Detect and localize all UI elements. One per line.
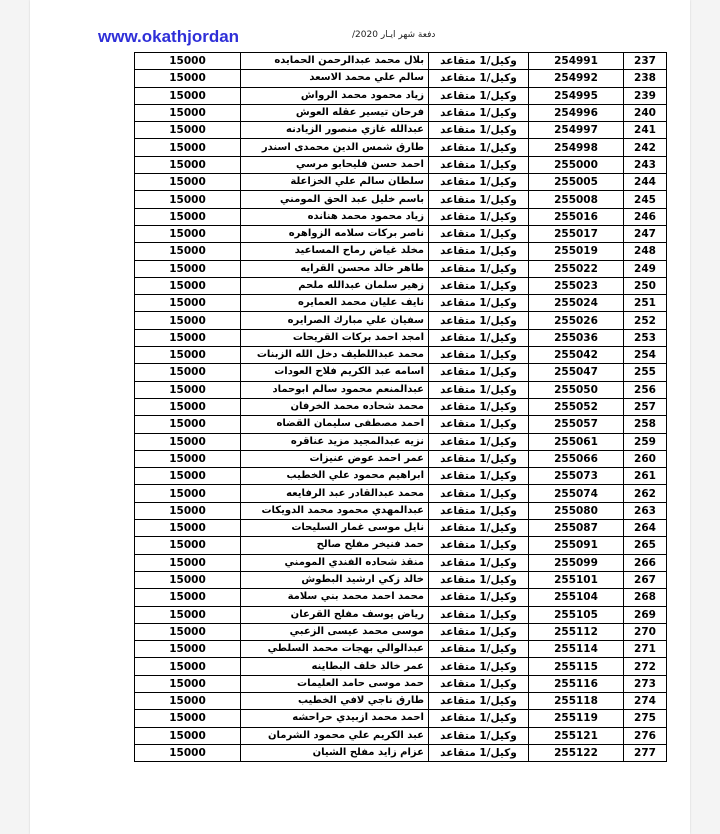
amount-cell: 15000 <box>135 675 241 692</box>
amount-cell: 15000 <box>135 104 241 121</box>
sequence-cell: 259 <box>624 433 667 450</box>
table-row <box>135 692 667 709</box>
sequence-cell: 252 <box>624 312 667 329</box>
table-row <box>135 156 667 173</box>
table-row <box>135 347 667 364</box>
name-cell: محمد عبداللطيف دخل الله الزبنات <box>241 347 429 364</box>
table-row <box>135 485 667 502</box>
military-number-cell: 255026 <box>529 312 624 329</box>
table-row <box>135 398 667 415</box>
sequence-cell: 237 <box>624 53 667 70</box>
table-row <box>135 122 667 139</box>
military-number-cell: 255066 <box>529 450 624 467</box>
table-row <box>135 606 667 623</box>
amount-cell: 15000 <box>135 502 241 519</box>
name-cell: طارق شمس الدين محمدى اسندر <box>241 139 429 156</box>
sequence-cell: 245 <box>624 191 667 208</box>
rank-cell: وكيل/1 متقاعد <box>429 675 529 692</box>
table-row <box>135 416 667 433</box>
amount-cell: 15000 <box>135 295 241 312</box>
amount-cell: 15000 <box>135 243 241 260</box>
table-row <box>135 208 667 225</box>
rank-cell: وكيل/1 متقاعد <box>429 381 529 398</box>
rank-cell: وكيل/1 متقاعد <box>429 347 529 364</box>
name-cell: عزام زايد مفلح الشيان <box>241 744 429 761</box>
rank-cell: وكيل/1 متقاعد <box>429 692 529 709</box>
table-row <box>135 191 667 208</box>
rank-cell: وكيل/1 متقاعد <box>429 744 529 761</box>
table-row <box>135 243 667 260</box>
name-cell: نزيه عبدالمجيد مزيد عناقره <box>241 433 429 450</box>
rank-cell: وكيل/1 متقاعد <box>429 174 529 191</box>
military-number-cell: 255016 <box>529 208 624 225</box>
table-row <box>135 174 667 191</box>
table-row <box>135 312 667 329</box>
military-number-cell: 255061 <box>529 433 624 450</box>
name-cell: باسم خليل عبد الحق المومني <box>241 191 429 208</box>
rank-cell: وكيل/1 متقاعد <box>429 243 529 260</box>
name-cell: احمد مصطفى سليمان القضاه <box>241 416 429 433</box>
name-cell: محمد احمد محمد بني سلامة <box>241 589 429 606</box>
rank-cell: وكيل/1 متقاعد <box>429 554 529 571</box>
sequence-cell: 243 <box>624 156 667 173</box>
table-row <box>135 727 667 744</box>
page-title: دفعة شهر ايـار 2020/ <box>352 30 436 40</box>
name-cell: فرحان تيسير عقله العوش <box>241 104 429 121</box>
amount-cell: 15000 <box>135 329 241 346</box>
name-cell: نايل موسى غمار السليحات <box>241 520 429 537</box>
amount-cell: 15000 <box>135 537 241 554</box>
military-number-cell: 255042 <box>529 347 624 364</box>
military-number-cell: 255080 <box>529 502 624 519</box>
rank-cell: وكيل/1 متقاعد <box>429 364 529 381</box>
name-cell: محمد عبدالقادر عبد الرفايعه <box>241 485 429 502</box>
military-number-cell: 255047 <box>529 364 624 381</box>
table-row <box>135 554 667 571</box>
name-cell: ناصر بركات سلامه الزواهره <box>241 225 429 242</box>
amount-cell: 15000 <box>135 312 241 329</box>
rank-cell: وكيل/1 متقاعد <box>429 468 529 485</box>
rank-cell: وكيل/1 متقاعد <box>429 416 529 433</box>
sequence-cell: 258 <box>624 416 667 433</box>
military-number-cell: 255087 <box>529 520 624 537</box>
table-row <box>135 658 667 675</box>
rank-cell: وكيل/1 متقاعد <box>429 658 529 675</box>
rank-cell: وكيل/1 متقاعد <box>429 104 529 121</box>
name-cell: موسى محمد عيسى الزعبي <box>241 623 429 640</box>
table-row <box>135 329 667 346</box>
sequence-cell: 250 <box>624 277 667 294</box>
military-number-cell: 255118 <box>529 692 624 709</box>
sequence-cell: 247 <box>624 225 667 242</box>
military-number-cell: 255121 <box>529 727 624 744</box>
rank-cell: وكيل/1 متقاعد <box>429 277 529 294</box>
sequence-cell: 268 <box>624 589 667 606</box>
table-row <box>135 710 667 727</box>
name-cell: طاهر خالد محسن القرايه <box>241 260 429 277</box>
name-cell: عمر خالد خلف البطاينه <box>241 658 429 675</box>
rank-cell: وكيل/1 متقاعد <box>429 641 529 658</box>
military-number-cell: 254996 <box>529 104 624 121</box>
military-number-cell: 255105 <box>529 606 624 623</box>
sequence-cell: 242 <box>624 139 667 156</box>
rank-cell: وكيل/1 متقاعد <box>429 450 529 467</box>
name-cell: زياد محمود محمد الرواش <box>241 87 429 104</box>
name-cell: منقذ شحاده الفندي المومني <box>241 554 429 571</box>
sequence-cell: 276 <box>624 727 667 744</box>
roster-body <box>135 53 667 762</box>
amount-cell: 15000 <box>135 347 241 364</box>
name-cell: ابراهيم محمود علي الخطيب <box>241 468 429 485</box>
amount-cell: 15000 <box>135 53 241 70</box>
sequence-cell: 275 <box>624 710 667 727</box>
sequence-cell: 262 <box>624 485 667 502</box>
name-cell: احمد حسن فليحابو مرسي <box>241 156 429 173</box>
rank-cell: وكيل/1 متقاعد <box>429 191 529 208</box>
military-number-cell: 254991 <box>529 53 624 70</box>
amount-cell: 15000 <box>135 225 241 242</box>
amount-cell: 15000 <box>135 554 241 571</box>
rank-cell: وكيل/1 متقاعد <box>429 208 529 225</box>
sequence-cell: 255 <box>624 364 667 381</box>
sequence-cell: 271 <box>624 641 667 658</box>
amount-cell: 15000 <box>135 468 241 485</box>
amount-cell: 15000 <box>135 641 241 658</box>
name-cell: عبد الكريم علي محمود الشرمان <box>241 727 429 744</box>
amount-cell: 15000 <box>135 398 241 415</box>
rank-cell: وكيل/1 متقاعد <box>429 87 529 104</box>
sequence-cell: 261 <box>624 468 667 485</box>
amount-cell: 15000 <box>135 381 241 398</box>
military-number-cell: 255091 <box>529 537 624 554</box>
sequence-cell: 269 <box>624 606 667 623</box>
rank-cell: وكيل/1 متقاعد <box>429 122 529 139</box>
sequence-cell: 240 <box>624 104 667 121</box>
name-cell: زهير سلمان عبدالله ملحم <box>241 277 429 294</box>
table-row <box>135 450 667 467</box>
name-cell: عبدالمهدي محمود محمد الدويكات <box>241 502 429 519</box>
rank-cell: وكيل/1 متقاعد <box>429 485 529 502</box>
amount-cell: 15000 <box>135 658 241 675</box>
table-row <box>135 295 667 312</box>
table-row <box>135 225 667 242</box>
sequence-cell: 246 <box>624 208 667 225</box>
rank-cell: وكيل/1 متقاعد <box>429 571 529 588</box>
name-cell: طارق ناجي لافي الخطيب <box>241 692 429 709</box>
amount-cell: 15000 <box>135 520 241 537</box>
rank-cell: وكيل/1 متقاعد <box>429 156 529 173</box>
rank-cell: وكيل/1 متقاعد <box>429 70 529 87</box>
sequence-cell: 273 <box>624 675 667 692</box>
name-cell: سفيان علي مبارك الصرايره <box>241 312 429 329</box>
rank-cell: وكيل/1 متقاعد <box>429 398 529 415</box>
name-cell: اسامه عبد الكريم فلاح العودات <box>241 364 429 381</box>
rank-cell: وكيل/1 متقاعد <box>429 139 529 156</box>
military-number-cell: 255119 <box>529 710 624 727</box>
name-cell: امجد احمد بركات القريحات <box>241 329 429 346</box>
military-number-cell: 255036 <box>529 329 624 346</box>
amount-cell: 15000 <box>135 485 241 502</box>
military-number-cell: 254997 <box>529 122 624 139</box>
table-row <box>135 537 667 554</box>
table-row <box>135 70 667 87</box>
sequence-cell: 264 <box>624 520 667 537</box>
military-number-cell: 255019 <box>529 243 624 260</box>
rank-cell: وكيل/1 متقاعد <box>429 312 529 329</box>
military-number-cell: 255050 <box>529 381 624 398</box>
table-row <box>135 502 667 519</box>
military-number-cell: 255074 <box>529 485 624 502</box>
amount-cell: 15000 <box>135 623 241 640</box>
military-number-cell: 255008 <box>529 191 624 208</box>
table-row <box>135 104 667 121</box>
table-row <box>135 623 667 640</box>
rank-cell: وكيل/1 متقاعد <box>429 606 529 623</box>
rank-cell: وكيل/1 متقاعد <box>429 623 529 640</box>
amount-cell: 15000 <box>135 174 241 191</box>
military-number-cell: 255052 <box>529 398 624 415</box>
amount-cell: 15000 <box>135 277 241 294</box>
name-cell: مخلد غياض رماح المساعيد <box>241 243 429 260</box>
rank-cell: وكيل/1 متقاعد <box>429 589 529 606</box>
name-cell: عبدالله غازي منصور الزيادنه <box>241 122 429 139</box>
name-cell: محمد شحاده محمد الخرفان <box>241 398 429 415</box>
amount-cell: 15000 <box>135 70 241 87</box>
sequence-cell: 266 <box>624 554 667 571</box>
sequence-cell: 256 <box>624 381 667 398</box>
amount-cell: 15000 <box>135 727 241 744</box>
amount-cell: 15000 <box>135 589 241 606</box>
table-row <box>135 744 667 761</box>
name-cell: خالد زكي ارشيد البطوش <box>241 571 429 588</box>
rank-cell: وكيل/1 متقاعد <box>429 502 529 519</box>
sequence-cell: 274 <box>624 692 667 709</box>
military-number-cell: 255073 <box>529 468 624 485</box>
table-row <box>135 381 667 398</box>
amount-cell: 15000 <box>135 744 241 761</box>
amount-cell: 15000 <box>135 156 241 173</box>
military-number-cell: 254992 <box>529 70 624 87</box>
sequence-cell: 267 <box>624 571 667 588</box>
table-row <box>135 260 667 277</box>
amount-cell: 15000 <box>135 710 241 727</box>
name-cell: حمد موسى حامد العليمات <box>241 675 429 692</box>
name-cell: رياض يوسف مفلح القرعان <box>241 606 429 623</box>
amount-cell: 15000 <box>135 450 241 467</box>
military-number-cell: 255101 <box>529 571 624 588</box>
military-number-cell: 255022 <box>529 260 624 277</box>
sequence-cell: 244 <box>624 174 667 191</box>
military-number-cell: 254995 <box>529 87 624 104</box>
table-row <box>135 433 667 450</box>
amount-cell: 15000 <box>135 139 241 156</box>
rank-cell: وكيل/1 متقاعد <box>429 433 529 450</box>
rank-cell: وكيل/1 متقاعد <box>429 710 529 727</box>
name-cell: سلطان سالم علي الخزاعلة <box>241 174 429 191</box>
rank-cell: وكيل/1 متقاعد <box>429 537 529 554</box>
name-cell: سالم علي محمد الاسعد <box>241 70 429 87</box>
sequence-cell: 272 <box>624 658 667 675</box>
amount-cell: 15000 <box>135 433 241 450</box>
sequence-cell: 241 <box>624 122 667 139</box>
amount-cell: 15000 <box>135 87 241 104</box>
table-row <box>135 87 667 104</box>
rank-cell: وكيل/1 متقاعد <box>429 225 529 242</box>
sequence-cell: 238 <box>624 70 667 87</box>
military-number-cell: 255000 <box>529 156 624 173</box>
sequence-cell: 270 <box>624 623 667 640</box>
name-cell: عمر احمد عوض عنيزات <box>241 450 429 467</box>
amount-cell: 15000 <box>135 208 241 225</box>
sequence-cell: 248 <box>624 243 667 260</box>
sequence-cell: 239 <box>624 87 667 104</box>
roster-table <box>134 52 667 762</box>
amount-cell: 15000 <box>135 416 241 433</box>
military-number-cell: 255116 <box>529 675 624 692</box>
site-link[interactable]: www.okathjordan <box>98 27 240 46</box>
sequence-cell: 249 <box>624 260 667 277</box>
table-row <box>135 277 667 294</box>
sequence-cell: 260 <box>624 450 667 467</box>
military-number-cell: 255104 <box>529 589 624 606</box>
amount-cell: 15000 <box>135 606 241 623</box>
table-row <box>135 589 667 606</box>
amount-cell: 15000 <box>135 364 241 381</box>
table-row <box>135 139 667 156</box>
sequence-cell: 263 <box>624 502 667 519</box>
table-row <box>135 53 667 70</box>
military-number-cell: 255005 <box>529 174 624 191</box>
military-number-cell: 255112 <box>529 623 624 640</box>
military-number-cell: 255122 <box>529 744 624 761</box>
rank-cell: وكيل/1 متقاعد <box>429 329 529 346</box>
rank-cell: وكيل/1 متقاعد <box>429 727 529 744</box>
military-number-cell: 255024 <box>529 295 624 312</box>
name-cell: احمد محمد ازبيدي حراحشه <box>241 710 429 727</box>
table-row <box>135 468 667 485</box>
military-number-cell: 254998 <box>529 139 624 156</box>
sequence-cell: 251 <box>624 295 667 312</box>
rank-cell: وكيل/1 متقاعد <box>429 260 529 277</box>
amount-cell: 15000 <box>135 571 241 588</box>
sequence-cell: 254 <box>624 347 667 364</box>
table-row <box>135 520 667 537</box>
table-row <box>135 675 667 692</box>
military-number-cell: 255023 <box>529 277 624 294</box>
name-cell: عبدالمنعم محمود سالم ابوحماد <box>241 381 429 398</box>
rank-cell: وكيل/1 متقاعد <box>429 53 529 70</box>
amount-cell: 15000 <box>135 191 241 208</box>
name-cell: زياد محمود محمد هنانده <box>241 208 429 225</box>
sequence-cell: 257 <box>624 398 667 415</box>
amount-cell: 15000 <box>135 260 241 277</box>
sequence-cell: 277 <box>624 744 667 761</box>
military-number-cell: 255017 <box>529 225 624 242</box>
table-row <box>135 571 667 588</box>
name-cell: نايف عليان محمد العمايره <box>241 295 429 312</box>
amount-cell: 15000 <box>135 692 241 709</box>
name-cell: حمد فنيخر مفلح صالح <box>241 537 429 554</box>
sequence-cell: 253 <box>624 329 667 346</box>
rank-cell: وكيل/1 متقاعد <box>429 520 529 537</box>
rank-cell: وكيل/1 متقاعد <box>429 295 529 312</box>
sequence-cell: 265 <box>624 537 667 554</box>
table-row <box>135 641 667 658</box>
amount-cell: 15000 <box>135 122 241 139</box>
name-cell: عبدالوالي بهجات محمد السلطي <box>241 641 429 658</box>
military-number-cell: 255115 <box>529 658 624 675</box>
name-cell: بلال محمد عبدالرحمن الحمايده <box>241 53 429 70</box>
military-number-cell: 255099 <box>529 554 624 571</box>
military-number-cell: 255057 <box>529 416 624 433</box>
table-row <box>135 364 667 381</box>
military-number-cell: 255114 <box>529 641 624 658</box>
